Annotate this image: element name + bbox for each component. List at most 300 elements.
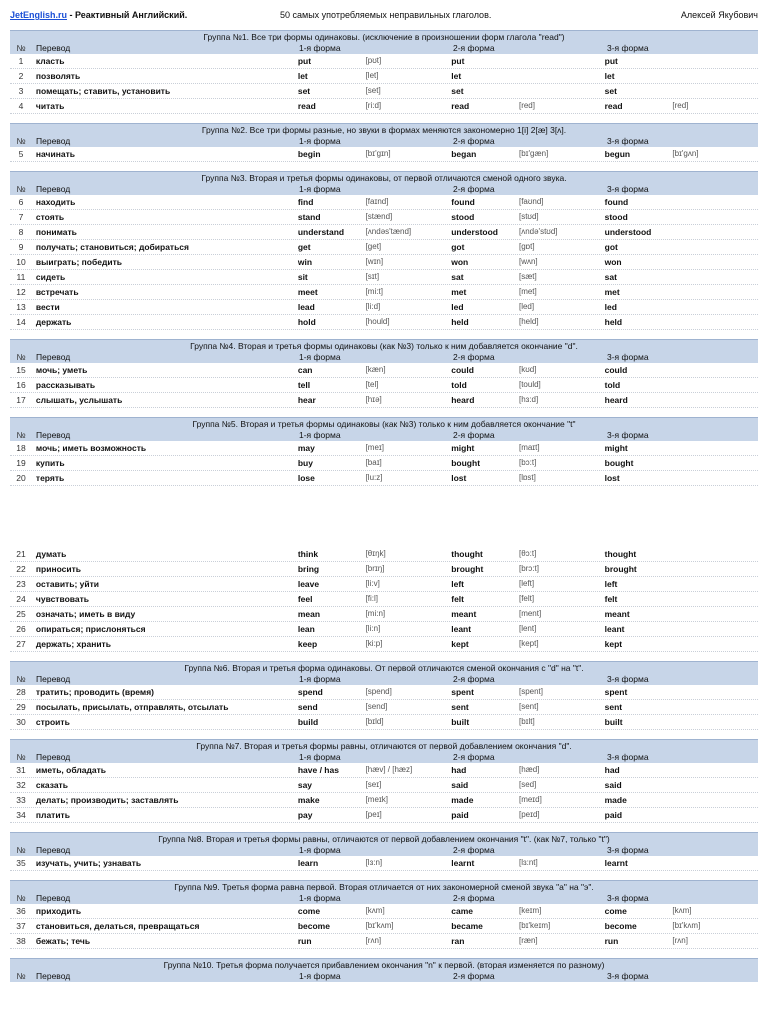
transcription2: [hæd]: [518, 765, 540, 774]
group-header: [10, 123, 758, 147]
translation: рассказывать: [35, 380, 96, 390]
transcription3: [672, 225, 758, 239]
form2: won: [451, 257, 469, 267]
transcription2: [bɪlt]: [518, 717, 535, 726]
transcription3: [672, 195, 758, 209]
transcription3: [672, 808, 758, 822]
row-number: 22: [16, 564, 26, 574]
translation: сказать: [35, 780, 68, 790]
table-row: [10, 300, 758, 315]
transcription2: [left]: [518, 579, 535, 588]
verb-group: [10, 123, 758, 162]
form2: leant: [451, 624, 472, 634]
row-number: 21: [16, 549, 26, 559]
table-row: [10, 363, 758, 378]
translation: выиграть; победить: [35, 257, 122, 267]
transcription3: [672, 763, 758, 777]
col-form2: 2-я форма: [453, 893, 495, 903]
form3: thought: [604, 549, 637, 559]
transcription1: [li:v]: [365, 579, 380, 588]
transcription2: [ment]: [518, 609, 542, 618]
form3: told: [604, 380, 621, 390]
group-title: Группа №7. Вторая и третья формы равны, отличаются от первой добавлением окончания "d".: [196, 741, 572, 751]
transcription1: [fi:l]: [365, 594, 379, 603]
form2: made: [451, 795, 474, 805]
transcription3: [672, 793, 758, 807]
col-spacer: [521, 136, 607, 147]
form3: paid: [604, 810, 623, 820]
transcription3: [672, 592, 758, 606]
col-translation: Перевод: [36, 136, 71, 146]
form2: met: [451, 287, 467, 297]
col-form1: 1-я форма: [299, 136, 341, 146]
form3: met: [604, 287, 620, 297]
row-number: 34: [16, 810, 26, 820]
form2: lost: [451, 473, 467, 483]
transcription2: [bɪ'keɪm]: [518, 921, 551, 930]
transcription3: [672, 393, 758, 407]
form2: put: [451, 56, 465, 66]
form1: buy: [297, 458, 313, 468]
transcription1: [ki:p]: [365, 639, 383, 648]
form3: understood: [604, 227, 652, 237]
group-title: Группа №2. Все три формы разные, но звуки в формах меняются закономерно 1[i] 2[æ] 3[ʌ].: [201, 125, 567, 135]
column-headers: [10, 752, 758, 763]
form2: ran: [451, 936, 465, 946]
form1: build: [297, 717, 319, 727]
form3: sent: [604, 702, 623, 712]
form2: sent: [451, 702, 469, 712]
form1: send: [297, 702, 318, 712]
col-translation: Перевод: [36, 674, 71, 684]
form3: felt: [604, 594, 618, 604]
transcription2: [lɒst]: [518, 473, 536, 482]
form1: get: [297, 242, 311, 252]
col-form1: 1-я форма: [299, 674, 341, 684]
transcription1: [kʌm]: [365, 906, 385, 915]
transcription3: [672, 270, 758, 284]
transcription3: [672, 685, 758, 699]
author-name: Алексей Якубович: [680, 10, 758, 20]
row-number: 8: [18, 227, 24, 237]
table-row: [10, 378, 758, 393]
form3: come: [604, 906, 627, 916]
form2: might: [451, 443, 475, 453]
transcription1: [peɪ]: [365, 810, 382, 819]
form1: understand: [297, 227, 345, 237]
translation: мочь; иметь возможность: [35, 443, 147, 453]
transcription3: [672, 285, 758, 299]
transcription3: [672, 622, 758, 636]
group-title: Группа №8. Вторая и третья формы равны, отличаются от первой добавлением окончания "t". (как №7, только "t"): [158, 834, 610, 844]
col-num: №: [16, 352, 26, 362]
transcription2: [wʌn]: [518, 257, 538, 266]
translation: стоять: [35, 212, 65, 222]
translation: приносить: [35, 564, 82, 574]
translation: находить: [35, 197, 76, 207]
form3: said: [604, 780, 622, 790]
transcription2: [ʌndə'stʊd]: [518, 227, 558, 236]
form1: sit: [297, 272, 308, 282]
form2: said: [451, 780, 469, 790]
form2: let: [451, 71, 462, 81]
verb-groups: [10, 30, 758, 982]
transcription1: [brɪŋ]: [365, 564, 385, 573]
row-number: 36: [16, 906, 26, 916]
page-header: [10, 0, 758, 30]
col-translation: Перевод: [36, 845, 71, 855]
form3: held: [604, 317, 623, 327]
table-row: [10, 54, 758, 69]
transcription2: [sæt]: [518, 272, 537, 281]
form1: begin: [297, 149, 321, 159]
translation: позволять: [35, 71, 81, 81]
transcription1: [sɪt]: [365, 272, 380, 281]
translation: мочь; уметь: [35, 365, 88, 375]
transcription3: [kʌm]: [672, 906, 692, 915]
row-number: 20: [16, 473, 26, 483]
row-number: 17: [16, 395, 26, 405]
transcription3: [bɪ'kʌm]: [672, 921, 701, 930]
form2: meant: [451, 609, 477, 619]
transcription1: [mi:n]: [365, 609, 386, 618]
group-header: [10, 739, 758, 763]
col-spacer: [367, 893, 453, 904]
form2: could: [451, 365, 474, 375]
form3: won: [604, 257, 622, 267]
form1: learn: [297, 858, 319, 868]
form3: set: [604, 86, 617, 96]
table-row: [10, 607, 758, 622]
form2: held: [451, 317, 469, 327]
col-form2: 2-я форма: [453, 752, 495, 762]
col-form1: 1-я форма: [299, 430, 341, 440]
form2: understood: [451, 227, 498, 237]
col-spacer: [367, 184, 453, 195]
transcription1: [wɪn]: [365, 257, 384, 266]
row-number: 1: [18, 56, 24, 66]
transcription3: [672, 240, 758, 254]
col-form1: 1-я форма: [299, 352, 341, 362]
col-form3: 3-я форма: [607, 136, 649, 146]
table-row: [10, 393, 758, 408]
transcription2: [ræn]: [518, 936, 538, 945]
transcription2: [sent]: [518, 702, 539, 711]
group-title: Группа №5. Вторая и третья формы одинаковы (как №3) только к ним добавляется окончание "t": [192, 419, 576, 429]
table-row: [10, 577, 758, 592]
translation: приходить: [35, 906, 82, 916]
col-spacer: [367, 971, 453, 982]
transcription2: [kept]: [518, 639, 539, 648]
transcription2: [hɜ:d]: [518, 395, 539, 404]
transcription2: [peɪd]: [518, 810, 540, 819]
row-number: 28: [16, 687, 26, 697]
transcription3: [672, 363, 758, 377]
col-spacer: [521, 352, 607, 363]
form2: told: [451, 380, 467, 390]
transcription3: [672, 210, 758, 224]
transcription2: [meɪd]: [518, 795, 542, 804]
form1: stand: [297, 212, 321, 222]
site-link[interactable]: JetEnglish.ru: [10, 10, 68, 20]
transcription3: [red]: [672, 101, 689, 110]
col-form3: 3-я форма: [607, 845, 649, 855]
transcription2: [felt]: [518, 594, 535, 603]
row-number: 24: [16, 594, 26, 604]
verb-group: [10, 171, 758, 330]
form1: come: [297, 906, 321, 916]
group-title: Группа №6. Вторая и третья форма одинаковы. От первой отличаются сменой окончания с "d" на "t".: [184, 663, 584, 673]
form2: learnt: [451, 858, 475, 868]
transcription3: [672, 315, 758, 329]
table-row: [10, 195, 758, 210]
form3: heard: [604, 395, 628, 405]
translation: купить: [35, 458, 65, 468]
verb-group: [10, 739, 758, 823]
transcription3: [bɪ'gʌn]: [672, 149, 699, 158]
translation: держать; хранить: [35, 639, 111, 649]
col-num: №: [16, 971, 26, 981]
col-form2: 2-я форма: [453, 845, 495, 855]
group-title: Группа №1. Все три формы одинаковы. (исключение в произношении форм глагола "read"): [203, 32, 565, 42]
transcription1: [meɪ]: [365, 443, 384, 452]
transcription1: [baɪ]: [365, 458, 382, 467]
col-form2: 2-я форма: [453, 674, 495, 684]
transcription1: [faɪnd]: [365, 197, 389, 206]
form1: spend: [297, 687, 323, 697]
transcription2: [faʊnd]: [518, 197, 544, 206]
transcription2: [bɪ'gæn]: [518, 149, 549, 158]
transcription3: [672, 547, 758, 561]
translation: слышать, услышать: [35, 395, 123, 405]
transcription2: [519, 54, 605, 68]
group-header: [10, 832, 758, 856]
col-spacer: [521, 43, 607, 54]
row-number: 19: [16, 458, 26, 468]
translation: думать: [35, 549, 67, 559]
table-row: [10, 69, 758, 84]
col-form2: 2-я форма: [453, 971, 495, 981]
row-number: 6: [18, 197, 24, 207]
transcription1: [seɪ]: [365, 780, 382, 789]
transcription3: [672, 441, 758, 455]
column-headers: [10, 893, 758, 904]
row-number: 27: [16, 639, 26, 649]
form1: lose: [297, 473, 315, 483]
translation: сидеть: [35, 272, 66, 282]
transcription3: [672, 778, 758, 792]
col-spacer: [367, 752, 453, 763]
transcription2: [led]: [518, 302, 535, 311]
page-gap: [10, 495, 758, 547]
row-number: 2: [18, 71, 24, 81]
col-form3: 3-я форма: [607, 971, 649, 981]
row-number: 7: [18, 212, 24, 222]
translation: чувствовать: [35, 594, 90, 604]
form3: put: [604, 56, 618, 66]
transcription2: [θɔ:t]: [518, 549, 537, 558]
col-form2: 2-я форма: [453, 352, 495, 362]
form3: might: [604, 443, 628, 453]
row-number: 26: [16, 624, 26, 634]
col-form1: 1-я форма: [299, 752, 341, 762]
translation: начинать: [35, 149, 75, 159]
transcription1: [hɪə]: [365, 395, 382, 404]
form2: had: [451, 765, 467, 775]
form2: read: [451, 101, 470, 111]
form2: got: [451, 242, 465, 252]
row-number: 9: [18, 242, 24, 252]
transcription3: [672, 456, 758, 470]
transcription3: [672, 700, 758, 714]
col-form3: 3-я форма: [607, 184, 649, 194]
form1: set: [297, 86, 311, 96]
row-number: 13: [16, 302, 26, 312]
form2: led: [451, 302, 464, 312]
table-row: [10, 471, 758, 486]
form1: say: [297, 780, 313, 790]
table-row: [10, 240, 758, 255]
col-form1: 1-я форма: [299, 184, 341, 194]
transcription2: [keɪm]: [518, 906, 542, 915]
transcription2: [519, 69, 605, 83]
col-form1: 1-я форма: [299, 845, 341, 855]
table-row: [10, 622, 758, 637]
row-number: 5: [18, 149, 24, 159]
table-row: [10, 808, 758, 823]
col-translation: Перевод: [36, 43, 71, 53]
transcription1: [tel]: [365, 380, 379, 389]
form1: put: [297, 56, 312, 66]
verb-group: [10, 495, 758, 652]
group-title: Группа №10. Третья форма получается прибавлением окончания "n" к первой. (вторая изменяется по разному): [163, 960, 605, 970]
row-number: 23: [16, 579, 26, 589]
form3: could: [604, 365, 628, 375]
col-form3: 3-я форма: [607, 752, 649, 762]
header-left: [10, 10, 280, 20]
table-row: [10, 793, 758, 808]
col-translation: Перевод: [36, 184, 71, 194]
row-number: 11: [16, 272, 26, 282]
row-number: 3: [18, 86, 24, 96]
col-form3: 3-я форма: [607, 893, 649, 903]
form2: became: [451, 921, 483, 931]
table-row: [10, 934, 758, 949]
col-form2: 2-я форма: [453, 136, 495, 146]
transcription1: [θɪŋk]: [365, 549, 386, 558]
transcription3: [672, 300, 758, 314]
column-headers: [10, 971, 758, 982]
translation: делать; производить; заставлять: [35, 795, 179, 805]
col-form1: 1-я форма: [299, 893, 341, 903]
table-row: [10, 685, 758, 700]
transcription1: [li:d]: [365, 302, 381, 311]
col-form2: 2-я форма: [453, 430, 495, 440]
form2: kept: [451, 639, 469, 649]
row-number: 32: [16, 780, 26, 790]
form3: begun: [604, 149, 631, 159]
transcription2: [met]: [518, 287, 537, 296]
group-title: Группа №9. Третья форма равна первой. Вторая отличается от них закономерной сменой звука "а" на "э".: [174, 882, 594, 892]
form2: set: [451, 86, 464, 96]
translation: понимать: [35, 227, 77, 237]
table-row: [10, 904, 758, 919]
form3: read: [604, 101, 623, 111]
row-number: 33: [16, 795, 26, 805]
translation: держать: [35, 317, 72, 327]
translation: помещать; ставить, установить: [35, 86, 171, 96]
transcription3: [672, 54, 758, 68]
form3: left: [604, 579, 618, 589]
translation: платить: [35, 810, 70, 820]
col-spacer: [367, 674, 453, 685]
column-headers: [10, 845, 758, 856]
form1: make: [297, 795, 320, 805]
form2: sat: [451, 272, 464, 282]
transcription1: [let]: [365, 71, 379, 80]
form3: got: [604, 242, 618, 252]
col-form3: 3-я форма: [607, 674, 649, 684]
col-form3: 3-я форма: [607, 430, 649, 440]
transcription3: [672, 471, 758, 485]
transcription2: [maɪt]: [518, 443, 540, 452]
translation: читать: [35, 101, 65, 111]
row-number: 29: [16, 702, 26, 712]
translation: оставить; уйти: [35, 579, 99, 589]
site-suffix: - Реактивный Английский.: [67, 10, 188, 20]
col-translation: Перевод: [36, 893, 71, 903]
column-headers: [10, 184, 758, 195]
transcription1: [meɪk]: [365, 795, 388, 804]
row-number: 12: [16, 287, 26, 297]
form2: bought: [451, 458, 481, 468]
form2: heard: [451, 395, 475, 405]
translation: опираться; прислоняться: [35, 624, 146, 634]
form2: left: [451, 579, 464, 589]
col-translation: Перевод: [36, 352, 71, 362]
table-row: [10, 99, 758, 114]
form1: meet: [297, 287, 318, 297]
table-row: [10, 225, 758, 240]
transcription1: [get]: [365, 242, 382, 251]
verb-group: [10, 832, 758, 871]
col-spacer: [367, 352, 453, 363]
form2: stood: [451, 212, 475, 222]
transcription1: [send]: [365, 702, 388, 711]
translation: терять: [35, 473, 65, 483]
form3: found: [604, 197, 629, 207]
col-form3: 3-я форма: [607, 43, 649, 53]
form2: found: [451, 197, 475, 207]
table-row: [10, 210, 758, 225]
transcription2: [held]: [518, 317, 539, 326]
transcription2: [519, 84, 605, 98]
transcription3: [672, 84, 758, 98]
transcription3: [672, 562, 758, 576]
group-header: [10, 958, 758, 982]
translation: становиться, делаться, превращаться: [35, 921, 200, 931]
transcription3: [672, 607, 758, 621]
table-row: [10, 700, 758, 715]
table-row: [10, 763, 758, 778]
translation: вести: [35, 302, 60, 312]
col-spacer: [367, 845, 453, 856]
col-form1: 1-я форма: [299, 43, 341, 53]
col-form2: 2-я форма: [453, 43, 495, 53]
transcription3: [672, 69, 758, 83]
row-number: 4: [18, 101, 24, 111]
form3: sat: [604, 272, 617, 282]
